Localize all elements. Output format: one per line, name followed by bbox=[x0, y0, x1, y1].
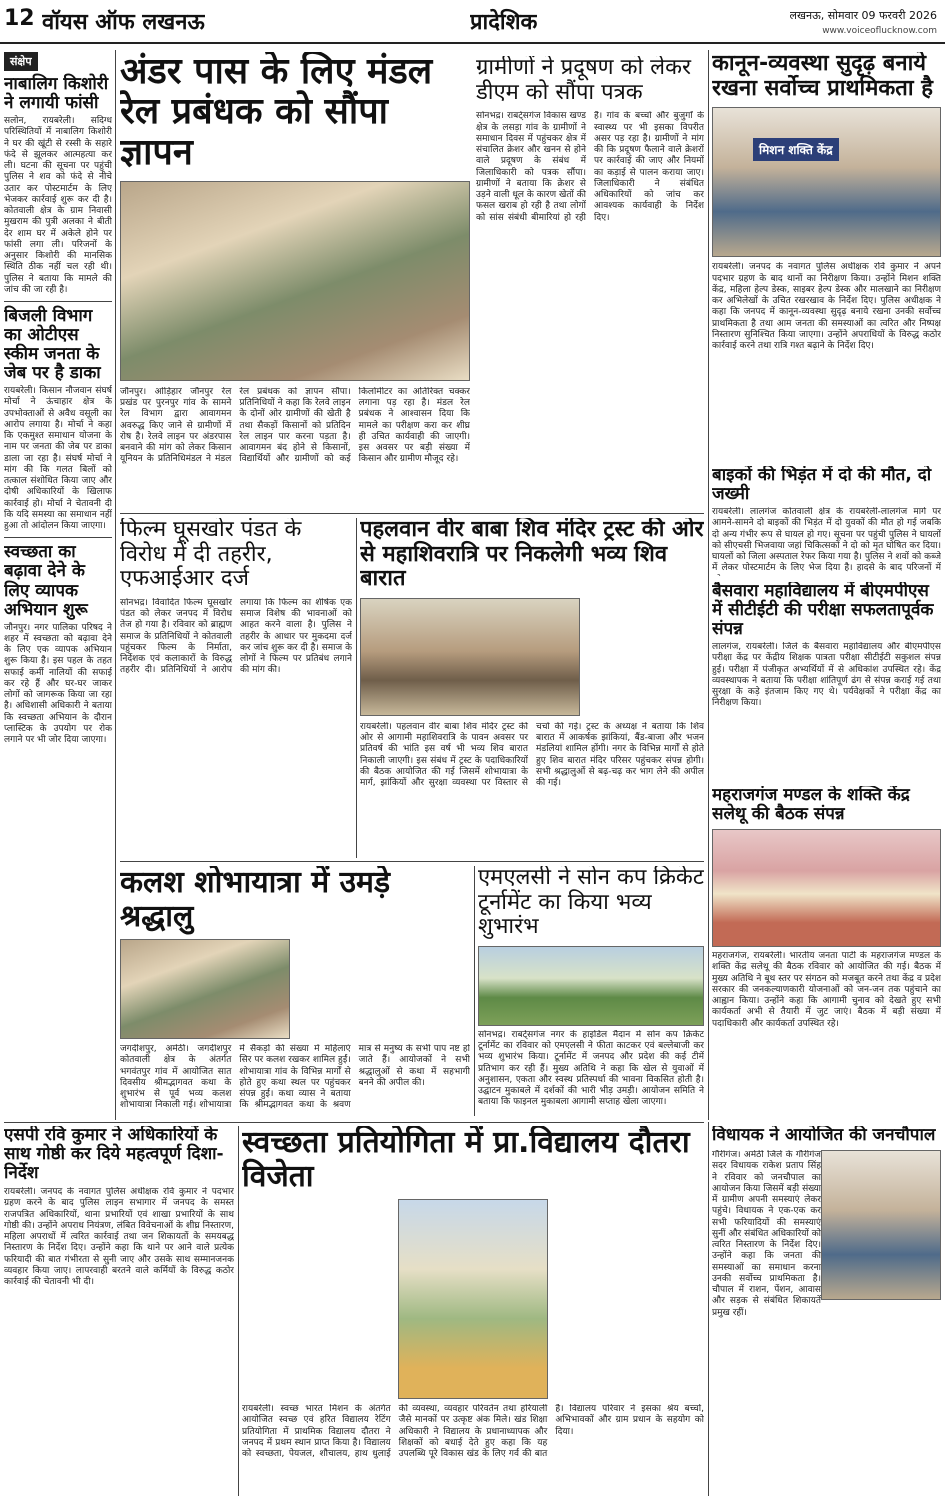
website: www.voiceoflucknow.com bbox=[822, 26, 937, 36]
janchaupal-story bbox=[712, 1126, 941, 1496]
sp-headline: एसपी रवि कुमार ने अधिकारियों के साथ गोष्ठी कर दिये महत्वपूर्ण दिशा-निर्देश bbox=[4, 1126, 224, 1184]
masthead bbox=[0, 0, 945, 44]
lead-story bbox=[120, 52, 470, 510]
law-photo bbox=[712, 107, 941, 257]
school-headline: स्वच्छता प्रतियोगिता में प्रा.विद्यालय दौतरा विजेता bbox=[242, 1126, 690, 1194]
sp-body: रायबरेली। जनपद के नवागत पुलिस अधीक्षक रवि कुमार ने पदभार ग्रहण करने के बाद पुलिस लाइन सभागार में जनपद के समस्त राजपत्रित अधिकारियों, थाना प्रभारियों एवं शाखा प्रभारियों के साथ गोष्ठी की। उन्होंने अपराध नियंत्रण, लंबित विवेचनाओं के शीघ्र निस्तारण, महिला अपराधों में त्वरित कार्रवाई तथा जन शिकायतों के समयबद्ध निस्तारण के निर्देश दिए। उन्होंने कहा कि थाने पर आने वाले प्रत्येक फरियादी की बात गंभीरता से सुनी जाए और उसके साथ सम्मानजनक व्यवहार किया जाए। लापरवाही बरतने वाले कर्मियों के विरुद्ध कठोर कार्रवाई की चेतावनी भी दी। bbox=[4, 1187, 234, 1288]
janchaupal-photo bbox=[821, 1150, 941, 1300]
film-body: सोनभद्र। विवादित फिल्म घूसखोर पंडत को लेकर जनपद में विरोध तेज हो गया है। रविवार को ब्राह्मण समाज के प्रतिनिधियों ने कोतवाली पहुंचकर फिल्म के निर्माता, निर्देशक एवं कलाकारों के विरुद्ध तहरीर दी। प्रतिनिधियों ने आरोप लगाया कि फिल्म का शीर्षक एक समाज विशेष की भावनाओं को आहत करने वाला है। पुलिस ने तहरीर के आधार पर मुकदमा दर्ज कर जांच शुरू कर दी है। समाज के लोगों ने फिल्म पर प्रतिबंध लगाने की मांग की। bbox=[120, 597, 352, 676]
page-number: 12 bbox=[4, 6, 35, 31]
exam-story bbox=[712, 582, 941, 782]
brief-body: जौनपुर। नगर पालिका परिषद ने शहर में स्वच्छता को बढ़ावा देने के लिए एक व्यापक अभियान शुरू किया है। इस पहल के तहत सफाई कर्मी नालियों की सफाई कर रहे हैं और घर-घर जाकर लोगों को जागरूक किया जा रहा है। अधिशासी अधिकारी ने बताया कि स्वच्छता अभियान के दौरान प्लास्टिक के उपयोग पर रोक लगाने पर भी जोर दिया जाएगा। bbox=[4, 622, 112, 746]
kalash-photo bbox=[120, 939, 290, 1039]
brief-headline: बिजली विभाग का ओटीएस स्कीम जनता के जेब पर है डाका bbox=[4, 306, 101, 384]
pollution-headline: ग्रामीणों ने प्रदूषण को लेकर डीएम को सौंपा पत्रक bbox=[476, 56, 691, 105]
shiv-body: रायबरेली। पहलवान वीर बाबा शिव मंदिर ट्रस्ट की ओर से आगामी महाशिवरात्रि के पावन अवसर पर प्रतिवर्ष की भांति इस वर्ष भी भव्य शिव बारात निकाली जाएगी। इस संबंध में ट्रस्ट के पदाधिकारियों की बैठक आयोजित की गई जिसमें शोभायात्रा के मार्ग, झांकियों और सुरक्षा व्यवस्था पर विस्तार से चर्चा की गई। ट्रस्ट के अध्यक्ष ने बताया कि शिव बारात में आकर्षक झांकियां, बैंड-बाजा और भजन मंडलियां शामिल होंगी। नगर के विभिन्न मार्गों से होते हुए शिव बारात मंदिर परिसर पहुंचकर संपन्न होगी। सभी श्रद्धालुओं से बढ़-चढ़ कर भाग लेने की अपील की गई। bbox=[360, 721, 704, 789]
law-banner-text: मिशन शक्ति केंद्र bbox=[753, 138, 839, 161]
cricket-body: सोनभद्र। राबर्ट्सगंज नगर के हाइडिल मैदान में सोन कप क्रिकेट टूर्नामेंट का रविवार को एमएलसी ने फीता काटकर एवं बल्लेबाजी कर भव्य शुभारंभ किया। टूर्नामेंट में जनपद और प्रदेश की कई टीमें प्रतिभाग कर रही हैं। मुख्य अतिथि ने कहा कि खेल से युवाओं में अनुशासन, एकता और स्वस्थ प्रतिस्पर्धा की भावना विकसित होती है। उद्घाटन मुकाबले में दर्शकों की भारी भीड़ उमड़ी। आयोजन समिति ने बताया कि फाइनल मुकाबला आगामी सप्ताह खेला जाएगा। bbox=[478, 1029, 704, 1108]
mandal-photo bbox=[712, 829, 941, 947]
briefs-column bbox=[4, 50, 112, 1120]
pollution-body: सोनभद्र। राबर्ट्सगंज विकास खण्ड क्षेत्र के लसड़ा गांव के ग्रामीणों ने समाधान दिवस में पहुंचकर क्षेत्र में संचालित क्रेशर और खनन से होने वाले प्रदूषण के संबंध में जिलाधिकारी को पत्रक सौंपा। ग्रामीणों ने बताया कि क्रेशर से उड़ने वाली धूल के कारण खेतों की फसल खराब हो रही है तथा लोगों को सांस संबंधी बीमारियां हो रही हैं। गांव के बच्चों और बुजुर्गों के स्वास्थ्य पर भी इसका विपरीत असर पड़ रहा है। ग्रामीणों ने मांग की कि प्रदूषण फैलाने वाले क्रेशरों पर कार्रवाई की जाए और नियमों का कड़ाई से पालन कराया जाए। जिलाधिकारी ने संबंधित अधिकारियों को जांच कर आवश्यक कार्यवाही के निर्देश दिए। bbox=[476, 111, 704, 223]
school-story bbox=[242, 1126, 704, 1496]
law-headline: कानून-व्यवस्था सुदृढ़ बनाये रखना सर्वोच्च प्राथमिकता है bbox=[712, 52, 933, 101]
bikes-story bbox=[712, 466, 941, 576]
film-story bbox=[120, 518, 352, 858]
cricket-photo bbox=[478, 946, 704, 1026]
shiv-headline: पहलवान वीर बाबा शिव मंदिर ट्रस्ट की ओर से महाशिवरात्रि पर निकलेगी भव्य शिव बारात bbox=[360, 518, 704, 592]
pollution-story bbox=[476, 56, 704, 510]
brief-headline: स्वच्छता का बढ़ावा देने के लिए व्यापक अभियान शुरू bbox=[4, 542, 88, 620]
film-headline: फिल्म घूसखोर पंडत के विरोध में दी तहरीर, एफआईआर दर्ज bbox=[120, 518, 302, 592]
brief-headline: नाबालिग किशोरी ने लगायी फांसी bbox=[4, 74, 109, 114]
law-body: रायबरेली। जनपद के नवागत पुलिस अधीक्षक रवि कुमार ने अपने पदभार ग्रहण के बाद थानों का निरीक्षण किया। उन्होंने मिशन शक्ति केंद्र, महिला हेल्प डेस्क, साइबर हेल्प डेस्क और मालखाने का निरीक्षण कर अभिलेखों के उचित रखरखाव के निर्देश दिए। पुलिस अधीक्षक ने कहा कि जनपद में कानून-व्यवस्था सुदृढ़ बनाये रखना उनकी सर्वोच्च प्राथमिकता है तथा आम जनता की समस्याओं का त्वरित और निष्पक्ष निस्तारण सुनिश्चित किया जाएगा। उन्होंने अपराधियों के विरुद्ध कठोर कार्रवाई करने तथा रात्रि गश्त बढ़ाने के निर्देश दिए। bbox=[712, 262, 941, 351]
cricket-headline: एमएलसी ने सोन कप क्रिकेट टूर्नामेंट का किया भव्य शुभारंभ bbox=[478, 866, 704, 940]
section-name: प्रादेशिक bbox=[470, 10, 538, 35]
lead-body: जौनपुर। ओड़िहार जौनपुर रेल प्रखंड पर पुरनपुर गांव के सामने रेल विभाग द्वारा आवागमन अवरुद्ध किए जाने से ग्रामीणों में रोष है। रेलवे लाइन पर अंडरपास बनवाने की मांग को लेकर किसान यूनियन के प्रतिनिधिमंडल ने मंडल रेल प्रबंधक को ज्ञापन सौंपा। प्रतिनिधियों ने कहा कि रेलवे लाइन के दोनों ओर ग्रामीणों की खेती है तथा सैकड़ों किसानों को प्रतिदिन रेल लाइन पार करना पड़ता है। आवागमन बंद होने से किसानों, विद्यार्थियों और ग्रामीणों को कई किलोमीटर का अतिरिक्त चक्कर लगाना पड़ रहा है। मंडल रेल प्रबंधक ने आश्वासन दिया कि मामले का परीक्षण करा कर शीघ्र ही उचित कार्यवाही की जाएगी। इस अवसर पर बड़ी संख्या में किसान और ग्रामीण मौजूद रहे। bbox=[120, 386, 470, 465]
brief-body: सलोन, रायबरेली। सदिग्ध परिस्थितियों में नाबालिग किशोरी ने घर की खूंटी से रस्सी के सहारे फंदे से झूलकर आत्महत्या कर ली। घटना की सूचना पर पहुंची पुलिस ने शव को फंदे से नीचे उतार कर पोस्टमार्टम के लिए भेजकर कार्रवाई शुरू कर दी है। कोतवाली क्षेत्र के ग्राम निवासी मुखराम की पुत्री अलका ने बीती देर शाम घर में अकेले होने पर फांसी लगा ली। परिजनों के अनुसार किशोरी की मानसिक स्थिति ठीक नहीं चल रही थी। पुलिस ने बताया कि मामले की जांच की जा रही है। bbox=[4, 116, 112, 295]
janchaupal-body: गौरीगंज। अमेठी जिले के गौरीगंज सदर विधायक राकेश प्रताप सिंह ने रविवार को जनचौपाल का आयोजन किया जिसमें बड़ी संख्या में ग्रामीण अपनी समस्याएं लेकर पहुंचे। विधायक ने एक-एक कर सभी फरियादियों की समस्याएं सुनीं और संबंधित अधिकारियों को त्वरित निस्तारण के निर्देश दिए। उन्होंने कहा कि जनता की समस्याओं का समाधान करना उनकी सर्वोच्च प्राथमिकता है। चौपाल में राशन, पेंशन, आवास और सड़क से संबंधित शिकायतें प्रमुख रहीं। bbox=[712, 1150, 821, 1318]
sp-story bbox=[4, 1126, 234, 1496]
bikes-headline: बाइकों की भिड़ंत में दो की मौत, दो जख्मी bbox=[712, 466, 932, 505]
bikes-body: रायबरेली। लालगंज कोतवाली क्षेत्र के रायबरेली-लालगंज मार्ग पर आमने-सामने दो बाइकों की भिड़ंत में दो युवकों की मौत हो गई जबकि दो अन्य गंभीर रूप से घायल हो गए। सूचना पर पहुंची पुलिस ने घायलों को सीएचसी भिजवाया जहां चिकित्सकों ने दो को मृत घोषित कर दिया। घायलों को जिला अस्पताल रेफर किया गया है। पुलिस ने शवों को कब्जे में लेकर पोस्टमार्टम के लिए भेज दिया है। हादसे के बाद परिजनों में bbox=[712, 507, 941, 574]
dateline: लखनऊ, सोमवार 09 फरवरी 2026 bbox=[789, 9, 937, 22]
janchaupal-headline: विधायक ने आयोजित की जनचौपाल bbox=[712, 1126, 936, 1145]
kalash-story bbox=[120, 866, 470, 1116]
mandal-story bbox=[712, 786, 941, 1116]
shiv-story bbox=[360, 518, 704, 858]
school-body: रायबरेली। स्वच्छ भारत मिशन के अंतर्गत आयोजित स्वच्छ एवं हरित विद्यालय रेटिंग प्रतियोगिता में प्राथमिक विद्यालय दौतरा ने जनपद में प्रथम स्थान प्राप्त किया है। विद्यालय को स्वच्छता, पेयजल, शौचालय, हाथ धुलाई की व्यवस्था, व्यवहार परिवर्तन तथा हरियाली जैसे मानकों पर उत्कृष्ट अंक मिले। खंड शिक्षा अधिकारी ने विद्यालय के प्रधानाध्यापक और शिक्षकों को बधाई देते हुए कहा कि यह उपलब्धि पूरे विकास खंड के लिए गर्व की बात है। विद्यालय परिवार ने इसका श्रेय बच्चों, अभिभावकों और ग्राम प्रधान के सहयोग को दिया। bbox=[242, 1404, 704, 1460]
lead-photo bbox=[120, 181, 470, 381]
lead-headline: अंडर पास के लिए मंडल रेल प्रबंधक को सौंपा ज्ञापन bbox=[120, 52, 433, 173]
paper-name: वॉयस ऑफ लखनऊ bbox=[42, 10, 205, 35]
brief-body: रायबरेली। किसान नौजवान संघर्ष मोर्चा ने ऊंचाहार क्षेत्र के उपभोक्ताओं से अवैध वसूली का आरोप लगाया है। मोर्चा ने कहा कि एकमुश्त समाधान योजना के नाम पर जनता की जेब पर डाका डाला जा रहा है। संघर्ष मोर्चा ने मांग की कि गलत बिलों को तत्काल संशोधित किया जाए और दोषी अधिकारियों के खिलाफ कार्रवाई हो। मोर्चा ने चेतावनी दी कि यदि समस्या का समाधान नहीं हुआ तो आंदोलन किया जाएगा। bbox=[4, 386, 112, 532]
kalash-headline: कलश शोभायात्रा में उमड़े श्रद्धालु bbox=[120, 866, 391, 934]
mandal-headline: महराजगंज मण्डल के शक्ति केंद्र सलेथू की बैठक संपन्न bbox=[712, 786, 910, 825]
school-photo bbox=[398, 1199, 548, 1399]
law-story bbox=[712, 52, 941, 462]
briefs-kicker: संक्षेप bbox=[4, 52, 38, 71]
shiv-photo bbox=[360, 598, 580, 716]
cricket-story bbox=[478, 866, 704, 1116]
exam-headline: बैसवारा महाविद्यालय में बीएमपीएस में सीटीईटी की परीक्षा सफलतापूर्वक संपन्न bbox=[712, 582, 934, 640]
exam-body: लालगंज, रायबरेली। जिले के बैसवारा महाविद्यालय और बीएमपीएस परीक्षा केंद्र पर केंद्रीय शिक्षक पात्रता परीक्षा सीटीईटी सकुशल संपन्न हुई। परीक्षा में पंजीकृत अभ्यर्थियों में से अधिकांश उपस्थित रहे। केंद्र व्यवस्थापक ने बताया कि परीक्षा शांतिपूर्ण ढंग से संपन्न कराई गई तथा सुरक्षा के कड़े इंतजाम किए गए थे। पर्यवेक्षकों ने परीक्षा केंद्र का निरीक्षण किया। bbox=[712, 642, 941, 709]
kalash-body: जगदीशपुर, अमेठी। जगदीशपुर कोतवाली क्षेत्र के अंतर्गत भगवंतपुर गांव में आयोजित सात दिवसीय श्रीमद्भागवत कथा के शुभारंभ से पूर्व भव्य कलश शोभायात्रा निकाली गई। शोभायात्रा में सैकड़ों की संख्या में महिलाएं सिर पर कलश रखकर शामिल हुईं। शोभायात्रा गांव के विभिन्न मार्गों से होते हुए कथा स्थल पर पहुंचकर संपन्न हुई। कथा व्यास ने बताया कि श्रीमद्भागवत कथा के श्रवण मात्र से मनुष्य के सभी पाप नष्ट हो जाते हैं। आयोजकों ने सभी श्रद्धालुओं से कथा में सहभागी बनने की अपील की। bbox=[120, 1044, 470, 1111]
mandal-body: महराजगंज, रायबरेली। भारतीय जनता पार्टी के महराजगंज मण्डल के शक्ति केंद्र सलेथू की बैठक रविवार को आयोजित की गई। बैठक में मुख्य अतिथि ने बूथ स्तर पर संगठन को मजबूत करने तथा केंद्र व प्रदेश सरकार की जनकल्याणकारी योजनाओं को जन-जन तक पहुंचाने का आह्वान किया। उन्होंने कहा कि आगामी चुनाव को देखते हुए सभी कार्यकर्ता अभी से तैयारी में जुट जाएं। बैठक में बड़ी संख्या में पदाधिकारी और कार्यकर्ता उपस्थित रहे। bbox=[712, 951, 941, 1029]
